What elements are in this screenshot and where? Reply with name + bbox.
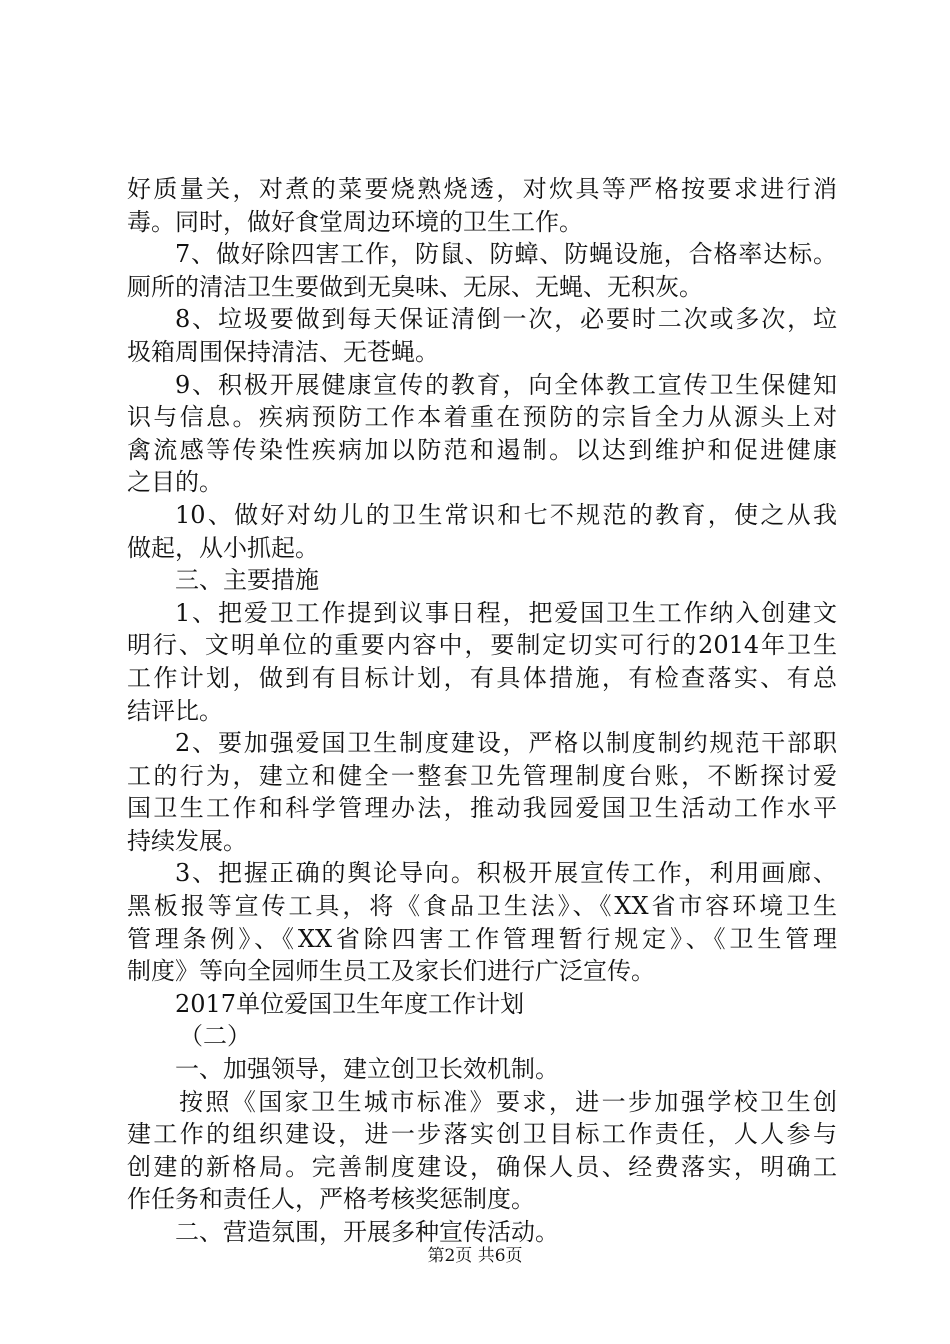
text-line: 识与信息。疾病预防工作本着重在预防的宗旨全力从源头上对 <box>127 403 837 432</box>
text-line: 之目的。 <box>127 468 223 497</box>
text-line: 毒。同时，做好食堂周边环境的卫生工作。 <box>127 207 583 236</box>
text-line: 禽流感等传染性疾病加以防范和遏制。以达到维护和促进健康 <box>127 435 837 464</box>
text-line: 3、把握正确的舆论导向。积极开展宣传工作，利用画廊、 <box>175 859 837 888</box>
document-title: 2017单位爱国卫生年度工作计划 <box>175 989 525 1018</box>
text-line: 制度》等向全园师生员工及家长们进行广泛宣传。 <box>127 957 655 986</box>
text-line: 10、做好对幼儿的卫生常识和七不规范的教育，使之从我 <box>175 500 837 529</box>
text-line: 做起，从小抓起。 <box>127 533 319 562</box>
text-line: 工作计划，做到有目标计划，有具体措施，有检查落实、有总 <box>127 663 837 692</box>
text-line: 明行、文明单位的重要内容中，要制定切实可行的2014年卫生 <box>127 631 837 660</box>
section-heading: 一、加强领导，建立创卫长效机制。 <box>175 1055 559 1084</box>
text-line: 工的行为，建立和健全一整套卫先管理制度台账，不断探讨爱 <box>127 761 837 790</box>
page-footer: 第2页 共6页 <box>427 1246 523 1266</box>
text-line: 管理条例》、《XX省除四害工作管理暂行规定》、《卫生管理 <box>127 924 837 953</box>
text-line: 建工作的组织建设，进一步落实创卫目标工作责任，人人参与 <box>127 1120 837 1149</box>
document-body <box>127 173 837 1249</box>
text-line: 厕所的清洁卫生要做到无臭味、无尿、无蝇、无积灰。 <box>127 272 703 301</box>
text-line: 9、积极开展健康宣传的教育，向全体教工宣传卫生保健知 <box>175 370 837 399</box>
text-line: 黑板报等宣传工具，将《食品卫生法》、《XX省市容环境卫生 <box>127 892 837 921</box>
section-heading: 二、营造氛围，开展多种宣传活动。 <box>175 1218 559 1246</box>
text-line: 创建的新格局。完善制度建设，确保人员、经费落实，明确工 <box>127 1152 837 1181</box>
text-line: 1、把爱卫工作提到议事日程，把爱国卫生工作纳入创建文 <box>175 598 837 627</box>
text-line: 好质量关，对煮的菜要烧熟烧透，对炊具等严格按要求进行消 <box>127 175 837 203</box>
text-line: 作任务和责任人，严格考核奖惩制度。 <box>127 1185 535 1214</box>
text-line: 8、垃圾要做到每天保证清倒一次，必要时二次或多次，垃 <box>175 305 837 334</box>
section-heading: 三、主要措施 <box>175 566 319 595</box>
text-line: 按照《国家卫生城市标准》要求，进一步加强学校卫生创 <box>179 1087 837 1116</box>
text-line: 国卫生工作和科学管理办法，推动我园爱国卫生活动工作水平 <box>127 794 837 823</box>
text-line: 结评比。 <box>127 696 223 725</box>
document-subtitle: （二） <box>179 1022 251 1051</box>
text-line: 7、做好除四害工作，防鼠、防蟑、防蝇设施，合格率达标。 <box>175 240 837 269</box>
text-line: 持续发展。 <box>127 826 247 855</box>
text-line: 圾箱周围保持清洁、无苍蝇。 <box>127 337 439 366</box>
text-line: 2、要加强爱国卫生制度建设，严格以制度制约规范干部职 <box>175 729 837 758</box>
